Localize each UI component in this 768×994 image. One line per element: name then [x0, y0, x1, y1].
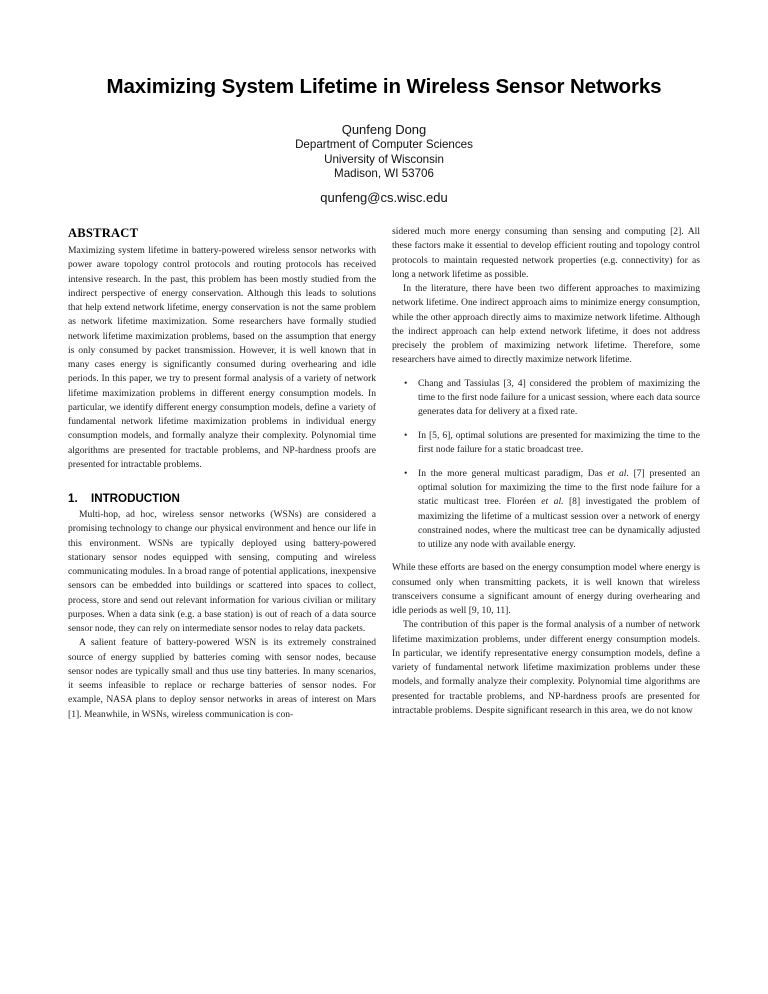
author-name: Qunfeng Dong — [341, 122, 427, 137]
intro-paragraph-3: sidered much more energy consuming than sensing and computing [2]. All these factors make it essential to develop efficient routing and topology control protocols to maintain requested network properties (e.g. connectivity) for as long a network lifetime as possible. — [392, 226, 700, 280]
abstract-body: Maximizing system lifetime in battery-powered wireless sensor networks with power aware topology control protocols and routing protocols has received intensive research. In the past, this problem has been mostly studied from the indirect perspective of energy conservation. Although this leads to solutions that help extend network lifetime, energy conservation is not the same problem as network lifetime maximization. Some researchers have formally studied network lifetime maximization problems, based on the assumption that energy is only consumed by packet transmission. However, it is well known that in many cases energy is significantly consumed during overhearing and idle periods. In this paper, we try to present formal analysis of a variety of network lifetime maximization problems in different energy consumption models. In particular, we identify different energy consumption models, define a variety of fundamental network lifetime maximization problems in individual energy consumption models, and formally analyze their complexity. Polynomial time algorithms are presented for tractable problems, and NP-hardness proofs are presented for intractable problems. — [68, 245, 376, 470]
page-title: Maximizing System Lifetime in Wireless Sensor Networks — [106, 75, 662, 98]
bullet-icon: • — [404, 429, 408, 441]
intro-paragraph-1: Multi-hop, ad hoc, wireless sensor networks (WSNs) are considered a promising technology to change our physical environment and hence our life in this environment. WSNs are typically deployed using battery-powered stationary sensor nodes equipped with sensing, computing and wireless communicating modules. In a broad range of potential applications, inexpensive sensors can be embedded into buildings or scattered into spaces to collect, process, store and send out relevant information for various civilian or military purposes. When a data sink (e.g. a base station) is out of reach of a data source sensor node, they can rely on intermediate sensor nodes to relay data packets. — [68, 509, 376, 634]
list-item — [392, 429, 700, 458]
emphasis-text: et al. — [541, 496, 564, 508]
column-left — [68, 225, 376, 722]
intro-paragraph-5: While these efforts are based on the energy consumption model where energy is consumed only when transmitting packets, it is well known that wireless transceivers consume a significant amount of energy during overhearing and idle periods as well [9, 10, 11]. — [392, 562, 700, 616]
bullet-icon: • — [404, 377, 408, 389]
author-email[interactable]: qunfeng@cs.wisc.edu — [320, 189, 448, 205]
author-location: Madison, WI 53706 — [334, 167, 434, 181]
author-institution: University of Wisconsin — [324, 152, 444, 166]
abstract-heading: ABSTRACT — [68, 226, 139, 240]
related-work-list — [392, 377, 700, 553]
author-block — [48, 121, 720, 206]
author-department: Department of Computer Sciences — [295, 138, 473, 151]
intro-paragraph-2: A salient feature of battery-powered WSN is its extremely constrained source of energy supplied by batteries coming with sensor nodes, because sensor nodes are typically small and thus use tiny batteries. In many scenarios, it seems infeasible to replace or recharge batteries of sensor nodes. For example, NASA plans to deploy sensor networks in areas of interest on Mars [1]. Meanwhile, in WSNs, wireless communication is con- — [68, 637, 376, 720]
introduction-heading-label: INTRODUCTION — [91, 492, 180, 505]
introduction-heading — [68, 491, 376, 506]
intro-paragraph-4: In the literature, there have been two different approaches to maximizing network lifetime. One indirect approach aims to minimize energy consumption, while the other approach directly aims to maximize network lifetime. Although the indirect approach can help extend network lifetime, it does not address precisely the problem of maximizing network lifetime. Therefore, some researchers have aimed to directly maximize network lifetime. — [392, 283, 700, 366]
list-item — [392, 377, 700, 420]
list-item-text: In [5, 6], optimal solutions are presented for maximizing the time to the first node failure for a static broadcast tree. — [418, 429, 700, 455]
column-right — [392, 225, 700, 718]
section-spacer — [68, 472, 376, 491]
emphasis-text: et al. — [607, 467, 629, 479]
intro-paragraph-6: The contribution of this paper is the formal analysis of a number of network lifetime maximization problems, under different energy consumption models. In particular, we identify representative energy consumption models, define a variety of fundamental network lifetime maximization problems under these models, and formally analyze their complexity. Polynomial time algorithms are presented for tractable problems, and NP-hardness proofs are presented for intractable problems. Despite significant research in this area, we do not know — [392, 619, 700, 716]
list-item-text: In the more general multicast paradigm, Das et al. [7] presented an optimal solution for maximizing the time to the first node failure for a static multicast tree. Floréen et al. [8] investigated the problem of maximizing the lifetime of a multicast session over a network of energy constrained nodes, where the multicast tree can be dynamically adjusted to utilize any node with available energy. — [418, 467, 700, 550]
introduction-section-number: 1. — [68, 492, 78, 505]
list-item — [392, 467, 700, 553]
bullet-icon: • — [404, 467, 408, 479]
list-item-text: Chang and Tassiulas [3, 4] considered the problem of maximizing the time to the first node failure for a unicast session, where each data source generates data for delivery at a fixed rate. — [418, 377, 700, 417]
